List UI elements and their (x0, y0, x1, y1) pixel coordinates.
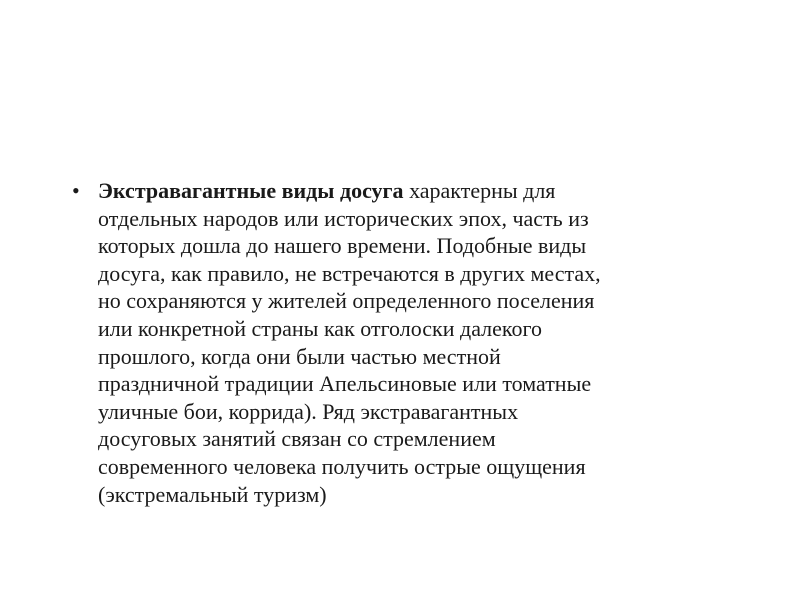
text-line: или конкретной страны как отголоски далекого (98, 315, 542, 341)
text-line: современного человека получить острые ощущения (98, 453, 586, 479)
text-fragment: характерны для (403, 178, 556, 203)
text-line: которых дошла до нашего времени. Подобные виды (98, 233, 587, 259)
bold-term: Экстравагантные виды досуга (98, 178, 404, 203)
text-line: досуга, как правило, не встречаются в других местах, (98, 260, 601, 286)
text-line: праздничной традиции Апельсиновые или томатные (98, 371, 592, 397)
text-line: отдельных народов или исторических эпох, часть из (98, 205, 589, 231)
text-line: досуговых занятий связан со стремлением (98, 426, 496, 452)
text-line: прошлого, когда они были частью местной (98, 343, 501, 369)
text-line (98, 177, 712, 205)
text-line: уличные бои, коррида). Ряд экстравагантных (98, 398, 519, 424)
text-line: но сохраняются у жителей определенного поселения (98, 288, 595, 314)
bullet-dot: • (72, 178, 80, 203)
bullet-list (72, 177, 712, 508)
bullet-item (72, 177, 712, 508)
text-line: (экстремальный туризм) (98, 481, 327, 507)
